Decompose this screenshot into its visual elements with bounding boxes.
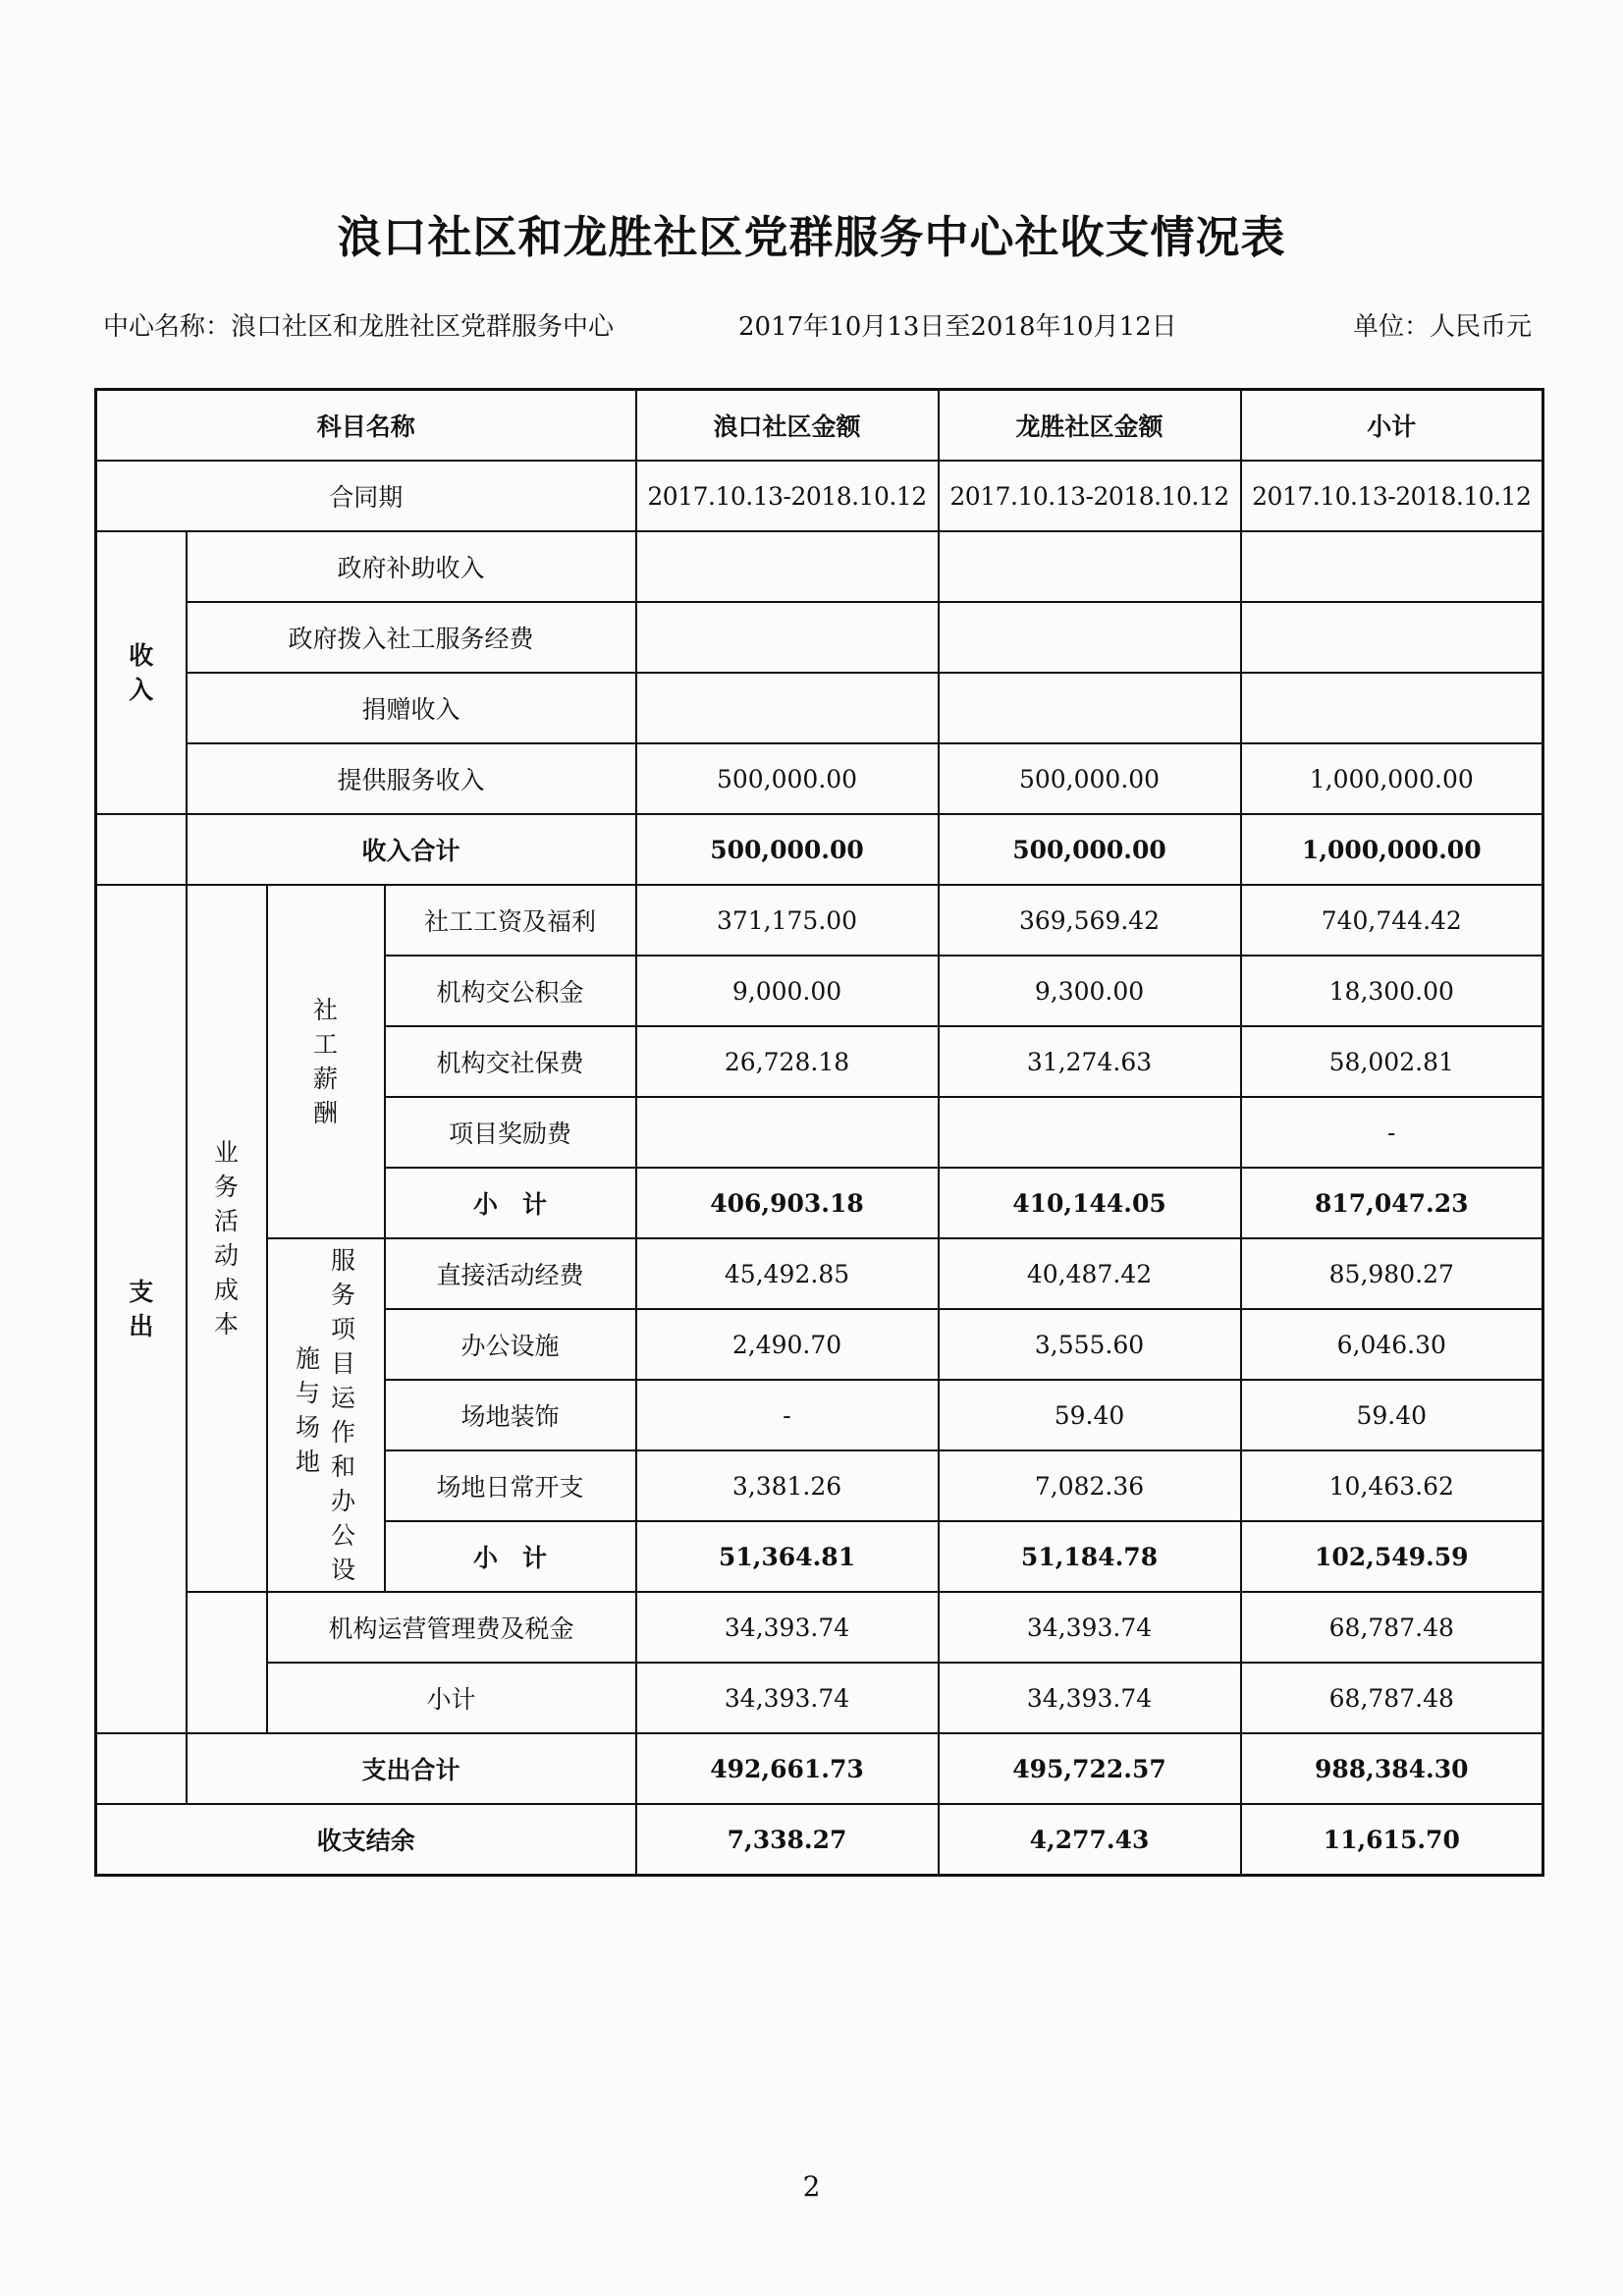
cell-subtotal: 85,980.27 xyxy=(1241,1238,1543,1309)
table-row xyxy=(96,602,1543,673)
cell-langkou: 3,381.26 xyxy=(636,1450,939,1521)
cell-langkou: 500,000.00 xyxy=(636,743,939,814)
row-label: 场地日常开支 xyxy=(385,1450,636,1521)
cell-longsheng: 34,393.74 xyxy=(939,1663,1241,1733)
cell-subtotal: 1,000,000.00 xyxy=(1241,743,1543,814)
service-label-a: 服务项目运作和办公设 xyxy=(330,1246,355,1584)
cell-langkou: 34,393.74 xyxy=(636,1592,939,1663)
subtotal-row xyxy=(96,1663,1543,1733)
cell-subtotal: - xyxy=(1241,1097,1543,1168)
row-label: 机构运营管理费及税金 xyxy=(267,1592,636,1663)
cell-longsheng: 3,555.60 xyxy=(939,1309,1241,1380)
cell-langkou: - xyxy=(636,1380,939,1450)
salary-cell xyxy=(267,885,385,1238)
cell-langkou: 492,661.73 xyxy=(636,1733,939,1804)
cell-longsheng: 9,300.00 xyxy=(939,956,1241,1026)
row-label: 支出合计 xyxy=(187,1733,636,1804)
cell-longsheng: 495,722.57 xyxy=(939,1733,1241,1804)
table-row xyxy=(96,1238,1543,1309)
cell-subtotal: 1,000,000.00 xyxy=(1241,814,1543,885)
cell-subtotal: 740,744.42 xyxy=(1241,885,1543,956)
cell-longsheng xyxy=(939,531,1241,602)
cell-subtotal: 102,549.59 xyxy=(1241,1521,1543,1592)
row-label: 收入合计 xyxy=(187,814,636,885)
service-cell xyxy=(267,1238,385,1592)
currency-unit: 单位：人民币元 xyxy=(1353,312,1533,342)
cell-langkou: 406,903.18 xyxy=(636,1168,939,1238)
header-subject: 科目名称 xyxy=(96,390,636,462)
income-group-cell xyxy=(96,531,187,814)
page-number: 2 xyxy=(802,2170,821,2203)
cell-longsheng: 34,393.74 xyxy=(939,1592,1241,1663)
row-label: 直接活动经费 xyxy=(385,1238,636,1309)
table-row xyxy=(96,673,1543,743)
cell-langkou xyxy=(636,1097,939,1168)
cell-langkou: 2017.10.13-2018.10.12 xyxy=(636,461,939,531)
period: 2017年10月13日至2018年10月12日 xyxy=(738,312,1177,342)
center-name: 中心名称：浪口社区和龙胜社区党群服务中心 xyxy=(103,312,615,342)
report-title: 浪口社区和龙胜社区党群服务中心社收支情况表 xyxy=(337,211,1286,263)
table-row xyxy=(96,885,1543,956)
header-langkou: 浪口社区金额 xyxy=(636,390,939,462)
row-label: 场地装饰 xyxy=(385,1380,636,1450)
business-cost-cell xyxy=(187,885,267,1592)
row-label: 小计 xyxy=(267,1663,636,1733)
cell-langkou: 9,000.00 xyxy=(636,956,939,1026)
row-label: 捐赠收入 xyxy=(187,673,636,743)
row-label: 收支结余 xyxy=(96,1804,636,1876)
cell-langkou: 500,000.00 xyxy=(636,814,939,885)
empty-cell xyxy=(96,1733,187,1804)
cell-longsheng: 40,487.42 xyxy=(939,1238,1241,1309)
balance-row xyxy=(96,1804,1543,1876)
cell-subtotal: 817,047.23 xyxy=(1241,1168,1543,1238)
income-expense-table xyxy=(94,388,1544,1877)
table-row xyxy=(96,743,1543,814)
cell-subtotal: 68,787.48 xyxy=(1241,1663,1543,1733)
row-label: 项目奖励费 xyxy=(385,1097,636,1168)
cell-subtotal xyxy=(1241,602,1543,673)
row-label: 合同期 xyxy=(96,461,636,531)
business-cost-label: 业务活动成本 xyxy=(213,1138,239,1339)
cell-langkou: 2,490.70 xyxy=(636,1309,939,1380)
empty-cell xyxy=(96,814,187,885)
empty-cell xyxy=(187,1592,267,1733)
header-longsheng: 龙胜社区金额 xyxy=(939,390,1241,462)
cell-subtotal: 11,615.70 xyxy=(1241,1804,1543,1876)
header-row xyxy=(96,390,1543,462)
cell-longsheng xyxy=(939,1097,1241,1168)
cell-subtotal: 68,787.48 xyxy=(1241,1592,1543,1663)
cell-subtotal xyxy=(1241,673,1543,743)
cell-longsheng: 7,082.36 xyxy=(939,1450,1241,1521)
row-label: 社工工资及福利 xyxy=(385,885,636,956)
expense-group-label: 支出 xyxy=(129,1278,154,1340)
service-label-stack xyxy=(294,1243,358,1587)
cell-longsheng: 500,000.00 xyxy=(939,743,1241,814)
row-label: 小 计 xyxy=(385,1168,636,1238)
header-subtotal: 小计 xyxy=(1241,390,1543,462)
table-row xyxy=(96,1592,1543,1663)
expense-total-row xyxy=(96,1733,1543,1804)
income-total-row xyxy=(96,814,1543,885)
cell-langkou: 51,364.81 xyxy=(636,1521,939,1592)
cell-subtotal: 10,463.62 xyxy=(1241,1450,1543,1521)
cell-subtotal: 18,300.00 xyxy=(1241,956,1543,1026)
cell-subtotal: 6,046.30 xyxy=(1241,1309,1543,1380)
cell-langkou xyxy=(636,602,939,673)
cell-longsheng: 31,274.63 xyxy=(939,1026,1241,1097)
row-label: 机构交公积金 xyxy=(385,956,636,1026)
cell-langkou: 7,338.27 xyxy=(636,1804,939,1876)
cell-longsheng: 51,184.78 xyxy=(939,1521,1241,1592)
service-label-b: 施与场地 xyxy=(295,1344,320,1476)
cell-subtotal: 988,384.30 xyxy=(1241,1733,1543,1804)
expense-group-cell xyxy=(96,885,187,1733)
row-label: 办公设施 xyxy=(385,1309,636,1380)
cell-subtotal: 58,002.81 xyxy=(1241,1026,1543,1097)
row-label: 政府拨入社工服务经费 xyxy=(187,602,636,673)
cell-langkou: 34,393.74 xyxy=(636,1663,939,1733)
row-label: 提供服务收入 xyxy=(187,743,636,814)
cell-longsheng xyxy=(939,673,1241,743)
cell-longsheng: 4,277.43 xyxy=(939,1804,1241,1876)
cell-langkou: 26,728.18 xyxy=(636,1026,939,1097)
income-group-label: 收入 xyxy=(129,641,154,704)
cell-subtotal xyxy=(1241,531,1543,602)
cell-longsheng: 500,000.00 xyxy=(939,814,1241,885)
cell-longsheng xyxy=(939,602,1241,673)
cell-langkou: 371,175.00 xyxy=(636,885,939,956)
cell-longsheng: 2017.10.13-2018.10.12 xyxy=(939,461,1241,531)
row-label: 小 计 xyxy=(385,1521,636,1592)
cell-langkou: 45,492.85 xyxy=(636,1238,939,1309)
cell-langkou xyxy=(636,673,939,743)
cell-subtotal: 59.40 xyxy=(1241,1380,1543,1450)
row-label: 政府补助收入 xyxy=(187,531,636,602)
contract-row xyxy=(96,461,1543,531)
cell-subtotal: 2017.10.13-2018.10.12 xyxy=(1241,461,1543,531)
salary-label: 社工薪酬 xyxy=(312,996,338,1127)
cell-langkou xyxy=(636,531,939,602)
table-row xyxy=(96,531,1543,602)
cell-longsheng: 369,569.42 xyxy=(939,885,1241,956)
cell-longsheng: 59.40 xyxy=(939,1380,1241,1450)
row-label: 机构交社保费 xyxy=(385,1026,636,1097)
cell-longsheng: 410,144.05 xyxy=(939,1168,1241,1238)
